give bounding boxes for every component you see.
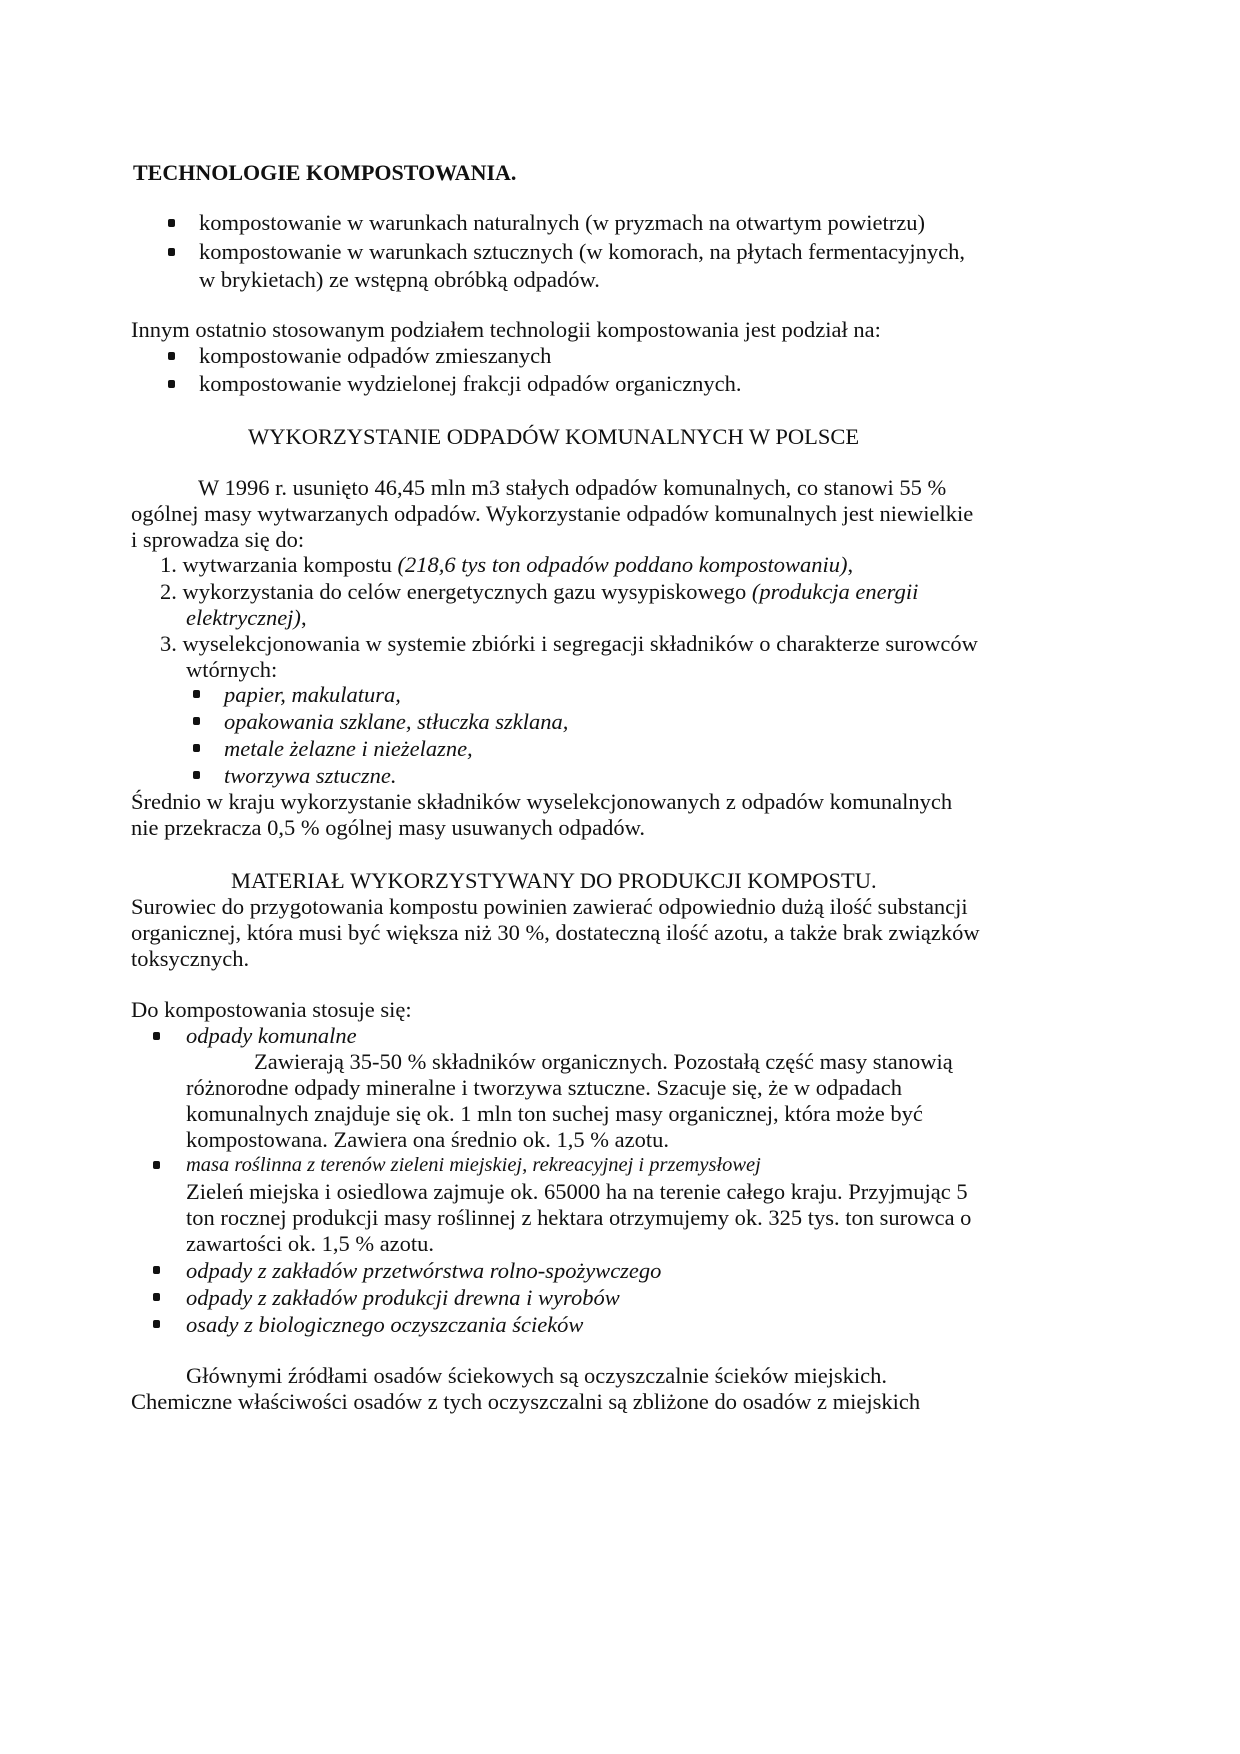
bullet-icon [193, 744, 200, 752]
numbered-item: 1. wytwarzania kompostu (218,6 tys ton odpadów poddano kompostowaniu), [160, 552, 854, 577]
bullet-icon [168, 380, 175, 388]
numbered-item [160, 577, 918, 606]
paragraph-line: ogólnej masy wytwarzanych odpadów. Wykorzystanie odpadów komunalnych jest niewielkie [131, 501, 974, 526]
section-heading: MATERIAŁ WYKORZYSTYWANY DO PRODUKCJI KOMPOSTU. [231, 868, 877, 893]
paragraph-line: toksycznych. [131, 946, 250, 971]
paragraph-line: Surowiec do przygotowania kompostu powinien zawierać odpowiednio dużą ilość substancji [131, 894, 968, 919]
paragraph-line: Chemiczne właściwości osadów z tych oczyszczalni są zbliżone do osadów z miejskich [131, 1389, 921, 1414]
bullet-icon [168, 219, 175, 227]
paragraph-line: różnorodne odpady mineralne i tworzywa sztuczne. Szacuje się, że w odpadach [186, 1075, 902, 1100]
list-item: kompostowanie w warunkach naturalnych (w pryzmach na otwartym powietrzu) [199, 210, 926, 235]
item-number: 1. [160, 552, 177, 577]
paragraph-line: organicznej, która musi być większa niż 30 %, dostateczną ilość azotu, a także brak związków [131, 920, 980, 945]
paragraph-line: W 1996 r. usunięto 46,45 mln m3 stałych odpadów komunalnych, co stanowi 55 % [198, 475, 947, 500]
paragraph-line: nie przekracza 0,5 % ogólnej masy usuwanych odpadów. [131, 815, 645, 840]
item-text: wyselekcjonowania w systemie zbiórki i segregacji składników o charakterze surowców [182, 631, 978, 656]
paragraph-line: kompostowana. Zawiera ona średnio ok. 1,5 % azotu. [186, 1127, 669, 1152]
list-item: odpady komunalne [186, 1023, 357, 1048]
list-item-continuation: w brykietach) ze wstępną obróbką odpadów. [199, 267, 600, 292]
item-note: (218,6 tys ton odpadów poddano kompostowaniu) [397, 552, 848, 577]
list-item: kompostowanie w warunkach sztucznych (w komorach, na płytach fermentacyjnych, [199, 239, 965, 264]
bullet-icon [168, 352, 175, 360]
numbered-item-continuation: elektrycznej), [186, 605, 307, 630]
item-text: wykorzystania do celów energetycznych gazu wysypiskowego [182, 579, 752, 604]
paragraph-line: ton rocznej produkcji masy roślinnej z hektara otrzymujemy ok. 325 tys. ton surowca o [186, 1205, 972, 1230]
paragraph-line: zawartości ok. 1,5 % azotu. [186, 1231, 435, 1256]
item-number: 2. [160, 579, 177, 604]
paragraph-line: Zawierają 35-50 % składników organicznych. Pozostałą część masy stanowią [254, 1049, 953, 1074]
list-item: kompostowanie wydzielonej frakcji odpadów organicznych. [199, 371, 742, 396]
list-item: odpady z zakładów przetwórstwa rolno-spożywczego [186, 1258, 662, 1283]
list-item: metale żelazne i nieżelazne, [224, 736, 473, 761]
bullet-icon [153, 1032, 160, 1040]
list-item: osady z biologicznego oczyszczania ścieków [186, 1312, 584, 1337]
paragraph-line: komunalnych znajduje się ok. 1 mln ton suchej masy organicznej, która może być [186, 1101, 923, 1126]
list-item: opakowania szklane, stłuczka szklana, [224, 709, 569, 734]
paragraph-line: Głównymi źródłami osadów ściekowych są oczyszczalnie ścieków miejskich. [186, 1363, 888, 1388]
paragraph-line: i sprowadza się do: [131, 527, 305, 552]
numbered-item [160, 629, 978, 658]
bullet-icon [193, 717, 200, 725]
paragraph-line: Średnio w kraju wykorzystanie składników wyselekcjonowanych z odpadów komunalnych [131, 789, 953, 814]
item-number: 3. [160, 631, 177, 656]
paragraph-line: Zieleń miejska i osiedlowa zajmuje ok. 65000 ha na terenie całego kraju. Przyjmując 5 [186, 1179, 968, 1204]
bullet-icon [153, 1266, 160, 1274]
page-title: TECHNOLOGIE KOMPOSTOWANIA. [133, 160, 517, 185]
list-item: odpady z zakładów produkcji drewna i wyrobów [186, 1285, 620, 1310]
bullet-icon [153, 1320, 160, 1328]
paragraph: Do kompostowania stosuje się: [131, 997, 412, 1022]
bullet-icon [168, 248, 175, 256]
numbered-item-continuation: wtórnych: [186, 657, 278, 682]
bullet-icon [153, 1293, 160, 1301]
list-item: papier, makulatura, [224, 682, 401, 707]
list-item: kompostowanie odpadów zmieszanych [199, 343, 552, 368]
list-item: tworzywa sztuczne. [224, 763, 397, 788]
item-text: wytwarzania kompostu [182, 552, 398, 577]
list-item: masa roślinna z terenów zieleni miejskiej, rekreacyjnej i przemysłowej [186, 1154, 761, 1176]
paragraph: Innym ostatnio stosowanym podziałem technologii kompostowania jest podział na: [131, 317, 881, 342]
bullet-icon [193, 771, 200, 779]
bullet-icon [193, 690, 200, 698]
bullet-icon [153, 1161, 160, 1169]
item-note: (produkcja energii [751, 579, 919, 604]
section-heading: WYKORZYSTANIE ODPADÓW KOMUNALNYCH W POLSCE [248, 424, 860, 449]
